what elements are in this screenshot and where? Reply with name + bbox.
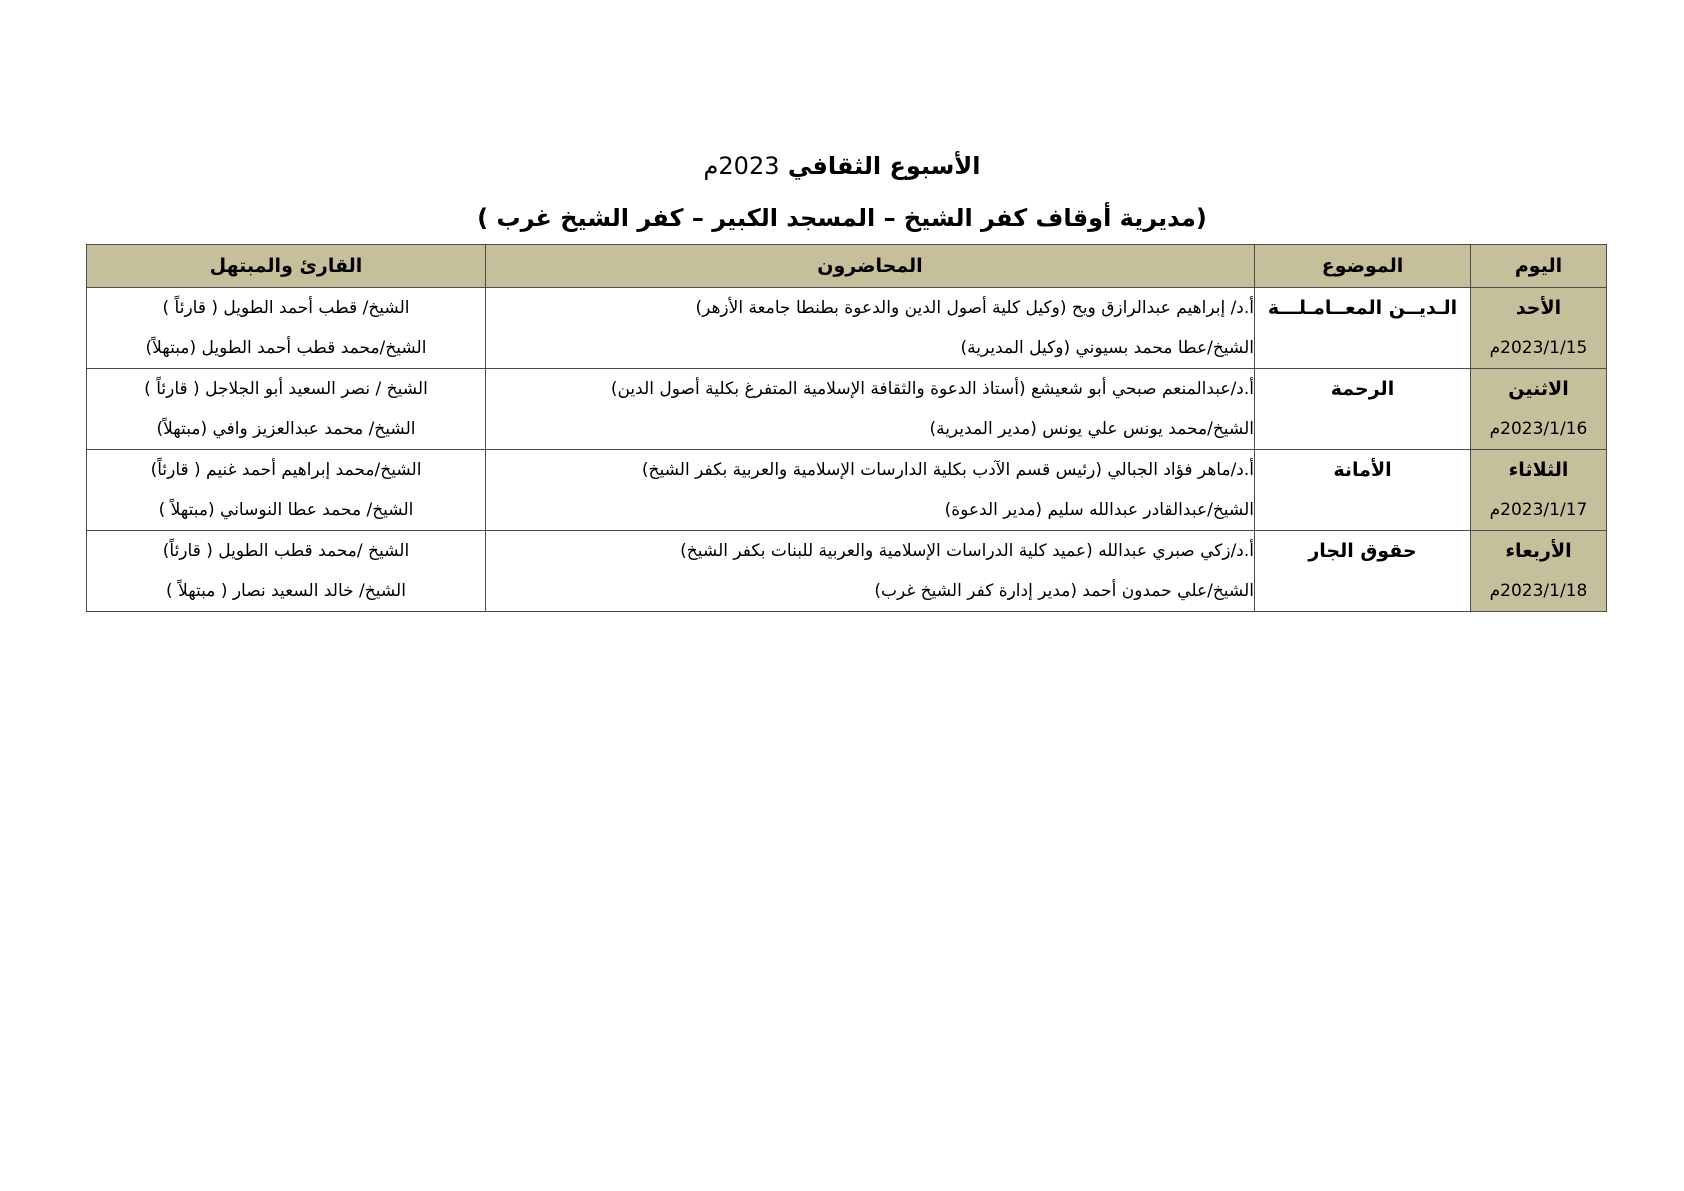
header-topic: الموضوع	[1255, 245, 1471, 288]
chanter-name: الشيخ/ محمد عطا النوساني (مبتهلاً )	[158, 500, 414, 520]
chanter-name: الشيخ/ محمد عبدالعزيز وافي (مبتهلاً)	[156, 419, 416, 439]
day-name: الاثنين	[1508, 378, 1569, 400]
lecturer-secondary: الشيخ/علي حمدون أحمد (مدير إدارة كفر الشيخ غرب)	[874, 581, 1254, 601]
header-day: اليوم	[1471, 245, 1607, 288]
lecturers-cell	[486, 369, 1255, 450]
table-row	[87, 531, 1607, 612]
lecturer-secondary: الشيخ/عطا محمد بسيوني (وكيل المديرية)	[960, 338, 1254, 358]
lecturers-cell	[486, 531, 1255, 612]
title-year: 2023م	[703, 152, 780, 180]
day-date: 2023/1/18م	[1489, 581, 1588, 601]
day-name: الأربعاء	[1505, 540, 1572, 562]
page-title	[0, 152, 1684, 180]
day-date: 2023/1/17م	[1489, 500, 1588, 520]
topic-cell	[1255, 531, 1471, 612]
day-cell	[1471, 531, 1607, 612]
lecturers-cell	[486, 450, 1255, 531]
topic-name: حقوق الجار	[1308, 540, 1417, 562]
topic-cell	[1255, 288, 1471, 369]
readers-cell	[87, 288, 486, 369]
table-row	[87, 288, 1607, 369]
lecturer-primary: أ.د/ماهر فؤاد الجبالي (رئيس قسم الآدب بكلية الدارسات الإسلامية والعربية بكفر الشيخ)	[641, 460, 1254, 480]
day-cell	[1471, 450, 1607, 531]
day-name: الأحد	[1515, 297, 1562, 319]
lecturer-primary: أ.د/زكي صبري عبدالله (عميد كلية الدراسات الإسلامية والعربية للبنات بكفر الشيخ)	[680, 541, 1254, 561]
reader-name: الشيخ / نصر السعيد أبو الجلاجل ( قارئاً )	[144, 379, 428, 399]
readers-cell	[87, 369, 486, 450]
reader-name: الشيخ/ قطب أحمد الطويل ( قارئاً )	[162, 298, 410, 318]
table-row	[87, 369, 1607, 450]
day-name: الثلاثاء	[1508, 459, 1569, 481]
topic-cell	[1255, 369, 1471, 450]
lecturers-cell	[486, 288, 1255, 369]
table-row	[87, 450, 1607, 531]
lecturer-primary: أ.د/ إبراهيم عبدالرازق ويح (وكيل كلية أصول الدين والدعوة بطنطا جامعة الأزهر)	[695, 298, 1254, 318]
day-date: 2023/1/16م	[1489, 419, 1588, 439]
day-date: 2023/1/15م	[1489, 338, 1588, 358]
reader-name: الشيخ /محمد قطب الطويل ( قارئاً)	[162, 541, 410, 561]
lecturer-secondary: الشيخ/محمد يونس علي يونس (مدير المديرية)	[929, 419, 1254, 439]
topic-name: الـديــن المعــامـلـــة	[1267, 297, 1458, 319]
chanter-name: الشيخ/محمد قطب أحمد الطويل (مبتهلاً)	[145, 338, 427, 358]
topic-name: الأمانة	[1333, 459, 1392, 481]
schedule-table	[86, 244, 1607, 612]
lecturer-primary: أ.د/عبدالمنعم صبحي أبو شعيشع (أستاذ الدعوة والثقافة الإسلامية المتفرغ بكلية أصول الدين)	[610, 379, 1254, 399]
header-readers: القارئ والمبتهل	[87, 245, 486, 288]
day-cell	[1471, 369, 1607, 450]
topic-name: الرحمة	[1330, 378, 1395, 400]
reader-name: الشيخ/محمد إبراهيم أحمد غنيم ( قارئاً)	[150, 460, 422, 480]
lecturer-secondary: الشيخ/عبدالقادر عبدالله سليم (مدير الدعوة)	[944, 500, 1254, 520]
header-row	[87, 245, 1607, 288]
page-subtitle: (مديرية أوقاف كفر الشيخ – المسجد الكبير – كفر الشيخ غرب )	[477, 204, 1207, 232]
chanter-name: الشيخ/ خالد السعيد نصار ( مبتهلاً )	[166, 581, 406, 601]
readers-cell	[87, 450, 486, 531]
topic-cell	[1255, 450, 1471, 531]
readers-cell	[87, 531, 486, 612]
day-cell	[1471, 288, 1607, 369]
title-text: الأسبوع الثقافي	[787, 152, 981, 180]
header-lecturers: المحاضرون	[486, 245, 1255, 288]
